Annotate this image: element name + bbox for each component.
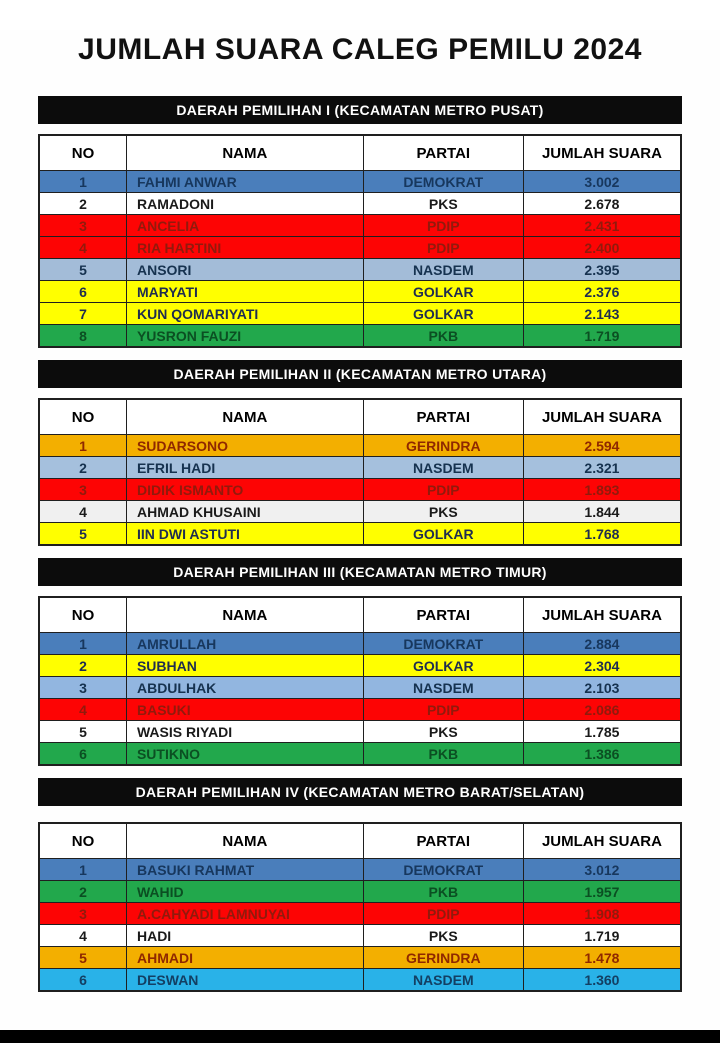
dapil-section	[38, 360, 682, 546]
cell-suara: 2.376	[523, 281, 681, 303]
bottom-black-bar	[0, 1030, 720, 1043]
cell-no: 3	[39, 215, 126, 237]
cell-no: 3	[39, 677, 126, 699]
cell-suara: 1.785	[523, 721, 681, 743]
cell-nama: SUDARSONO	[126, 435, 363, 457]
cell-partai: NASDEM	[363, 677, 523, 699]
cell-suara: 2.086	[523, 699, 681, 721]
cell-no: 3	[39, 903, 126, 925]
table-row	[39, 743, 681, 766]
cell-no: 5	[39, 947, 126, 969]
cell-suara: 1.360	[523, 969, 681, 992]
cell-suara: 1.719	[523, 325, 681, 348]
column-header-suara: JUMLAH SUARA	[523, 399, 681, 435]
cell-no: 2	[39, 193, 126, 215]
cell-nama: YUSRON FAUZI	[126, 325, 363, 348]
cell-no: 6	[39, 281, 126, 303]
cell-suara: 3.002	[523, 171, 681, 193]
cell-no: 6	[39, 743, 126, 766]
table-row	[39, 237, 681, 259]
cell-suara: 2.431	[523, 215, 681, 237]
header-row	[39, 597, 681, 633]
table-row	[39, 479, 681, 501]
table-row	[39, 435, 681, 457]
cell-suara: 1.893	[523, 479, 681, 501]
cell-nama: FAHMI ANWAR	[126, 171, 363, 193]
table-row	[39, 193, 681, 215]
dapil-banner: DAERAH PEMILIHAN I (KECAMATAN METRO PUSAT)	[38, 96, 682, 124]
table-row	[39, 881, 681, 903]
cell-no: 2	[39, 655, 126, 677]
table-row	[39, 721, 681, 743]
document-page	[0, 30, 720, 1043]
cell-nama: DIDIK ISMANTO	[126, 479, 363, 501]
header-row	[39, 399, 681, 435]
cell-suara: 2.400	[523, 237, 681, 259]
cell-suara: 2.304	[523, 655, 681, 677]
results-table	[38, 134, 682, 348]
cell-partai: PDIP	[363, 699, 523, 721]
cell-suara: 2.884	[523, 633, 681, 655]
cell-nama: DESWAN	[126, 969, 363, 992]
table-row	[39, 677, 681, 699]
cell-no: 8	[39, 325, 126, 348]
cell-partai: NASDEM	[363, 457, 523, 479]
cell-suara: 2.143	[523, 303, 681, 325]
column-header-partai: PARTAI	[363, 823, 523, 859]
cell-partai: PDIP	[363, 237, 523, 259]
dapil-banner: DAERAH PEMILIHAN IV (KECAMATAN METRO BARAT/SELATAN)	[38, 778, 682, 806]
cell-partai: GOLKAR	[363, 281, 523, 303]
cell-nama: ANSORI	[126, 259, 363, 281]
table-row	[39, 969, 681, 992]
cell-nama: BASUKI RAHMAT	[126, 859, 363, 881]
column-header-no: NO	[39, 823, 126, 859]
cell-partai: PKB	[363, 743, 523, 766]
cell-no: 5	[39, 259, 126, 281]
cell-suara: 2.678	[523, 193, 681, 215]
table-row	[39, 655, 681, 677]
cell-no: 1	[39, 171, 126, 193]
results-table	[38, 596, 682, 766]
cell-partai: PDIP	[363, 903, 523, 925]
cell-nama: AHMAD KHUSAINI	[126, 501, 363, 523]
cell-nama: MARYATI	[126, 281, 363, 303]
table-body	[39, 633, 681, 766]
table-row	[39, 457, 681, 479]
cell-no: 1	[39, 633, 126, 655]
cell-suara: 2.395	[523, 259, 681, 281]
cell-partai: GOLKAR	[363, 523, 523, 546]
cell-nama: WAHID	[126, 881, 363, 903]
table-row	[39, 501, 681, 523]
cell-no: 4	[39, 237, 126, 259]
cell-no: 2	[39, 457, 126, 479]
table-body	[39, 171, 681, 348]
cell-partai: PKS	[363, 925, 523, 947]
cell-suara: 2.321	[523, 457, 681, 479]
cell-nama: RIA HARTINI	[126, 237, 363, 259]
column-header-partai: PARTAI	[363, 597, 523, 633]
cell-no: 7	[39, 303, 126, 325]
cell-suara: 1.719	[523, 925, 681, 947]
cell-no: 1	[39, 859, 126, 881]
cell-partai: DEMOKRAT	[363, 859, 523, 881]
table-row	[39, 281, 681, 303]
cell-partai: PKS	[363, 193, 523, 215]
cell-nama: KUN QOMARIYATI	[126, 303, 363, 325]
dapil-banner: DAERAH PEMILIHAN III (KECAMATAN METRO TIMUR)	[38, 558, 682, 586]
cell-suara: 1.957	[523, 881, 681, 903]
cell-nama: AHMADI	[126, 947, 363, 969]
cell-partai: GERINDRA	[363, 947, 523, 969]
cell-partai: PDIP	[363, 215, 523, 237]
dapil-banner: DAERAH PEMILIHAN II (KECAMATAN METRO UTARA)	[38, 360, 682, 388]
cell-nama: SUBHAN	[126, 655, 363, 677]
table-row	[39, 859, 681, 881]
column-header-suara: JUMLAH SUARA	[523, 597, 681, 633]
cell-nama: WASIS RIYADI	[126, 721, 363, 743]
cell-nama: HADI	[126, 925, 363, 947]
cell-no: 4	[39, 925, 126, 947]
cell-suara: 2.103	[523, 677, 681, 699]
cell-no: 4	[39, 699, 126, 721]
cell-no: 5	[39, 523, 126, 546]
table-row	[39, 699, 681, 721]
cell-partai: NASDEM	[363, 259, 523, 281]
cell-no: 5	[39, 721, 126, 743]
table-row	[39, 171, 681, 193]
column-header-partai: PARTAI	[363, 399, 523, 435]
column-header-nama: NAMA	[126, 823, 363, 859]
header-row	[39, 135, 681, 171]
cell-partai: DEMOKRAT	[363, 633, 523, 655]
table-row	[39, 325, 681, 348]
cell-partai: GERINDRA	[363, 435, 523, 457]
cell-nama: SUTIKNO	[126, 743, 363, 766]
cell-partai: NASDEM	[363, 969, 523, 992]
cell-partai: PKB	[363, 881, 523, 903]
cell-partai: GOLKAR	[363, 303, 523, 325]
cell-partai: DEMOKRAT	[363, 171, 523, 193]
cell-partai: PKB	[363, 325, 523, 348]
dapil-section	[38, 558, 682, 766]
cell-partai: PKS	[363, 721, 523, 743]
cell-suara: 1.908	[523, 903, 681, 925]
cell-no: 1	[39, 435, 126, 457]
table-row	[39, 925, 681, 947]
header-row	[39, 823, 681, 859]
column-header-no: NO	[39, 399, 126, 435]
dapil-section	[38, 778, 682, 992]
cell-suara: 1.478	[523, 947, 681, 969]
cell-nama: ANCELIA	[126, 215, 363, 237]
table-row	[39, 947, 681, 969]
cell-no: 3	[39, 479, 126, 501]
cell-nama: BASUKI	[126, 699, 363, 721]
column-header-no: NO	[39, 597, 126, 633]
cell-nama: ABDULHAK	[126, 677, 363, 699]
cell-no: 2	[39, 881, 126, 903]
cell-nama: EFRIL HADI	[126, 457, 363, 479]
column-header-no: NO	[39, 135, 126, 171]
column-header-suara: JUMLAH SUARA	[523, 823, 681, 859]
table-row	[39, 259, 681, 281]
cell-partai: PKS	[363, 501, 523, 523]
table-row	[39, 903, 681, 925]
table-row	[39, 215, 681, 237]
cell-suara: 2.594	[523, 435, 681, 457]
column-header-nama: NAMA	[126, 135, 363, 171]
dapil-section	[38, 96, 682, 348]
column-header-nama: NAMA	[126, 597, 363, 633]
table-body	[39, 435, 681, 546]
cell-nama: IIN DWI ASTUTI	[126, 523, 363, 546]
cell-nama: RAMADONI	[126, 193, 363, 215]
results-table	[38, 398, 682, 546]
results-table	[38, 822, 682, 992]
table-row	[39, 523, 681, 546]
cell-suara: 1.386	[523, 743, 681, 766]
table-body	[39, 859, 681, 992]
cell-suara: 1.768	[523, 523, 681, 546]
page-title: JUMLAH SUARA CALEG PEMILU 2024	[78, 33, 642, 66]
cell-partai: GOLKAR	[363, 655, 523, 677]
cell-suara: 3.012	[523, 859, 681, 881]
table-row	[39, 633, 681, 655]
sections-container	[0, 96, 720, 992]
column-header-suara: JUMLAH SUARA	[523, 135, 681, 171]
column-header-partai: PARTAI	[363, 135, 523, 171]
cell-no: 4	[39, 501, 126, 523]
column-header-nama: NAMA	[126, 399, 363, 435]
cell-no: 6	[39, 969, 126, 992]
cell-suara: 1.844	[523, 501, 681, 523]
cell-partai: PDIP	[363, 479, 523, 501]
cell-nama: AMRULLAH	[126, 633, 363, 655]
table-row	[39, 303, 681, 325]
cell-nama: A.CAHYADI LAMNUYAI	[126, 903, 363, 925]
